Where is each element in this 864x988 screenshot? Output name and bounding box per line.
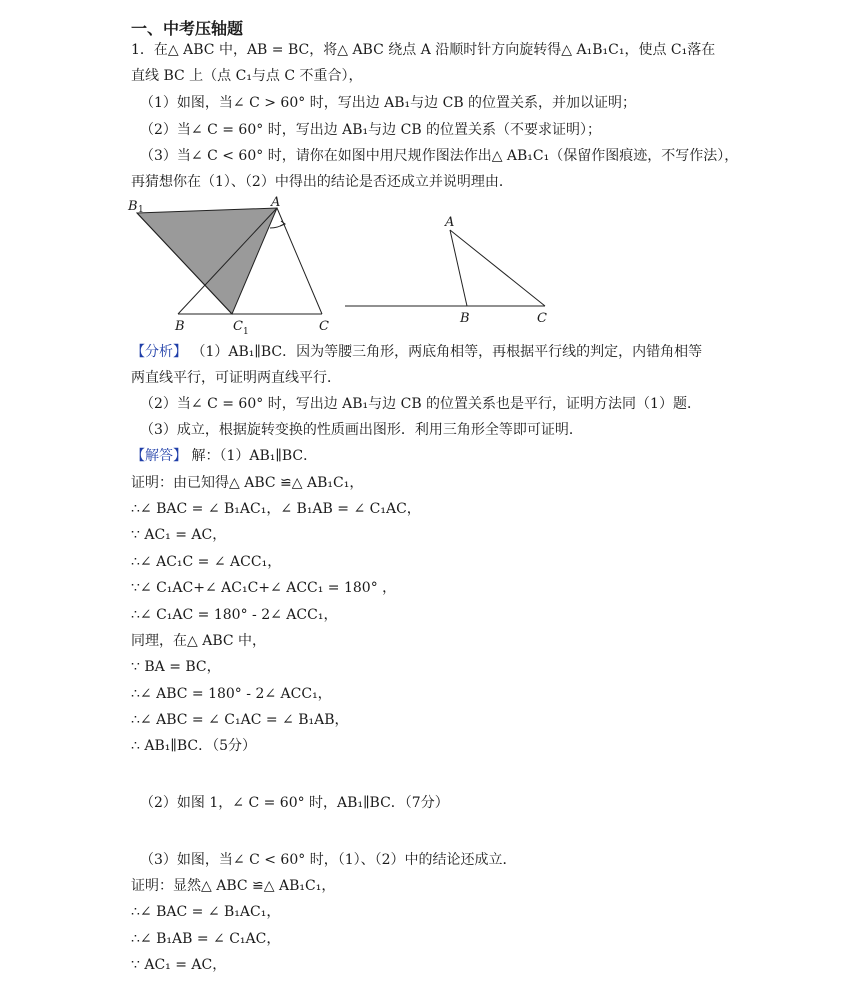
figure-rotation-left [126, 194, 336, 340]
analysis-tag: 【分析】 [131, 344, 187, 360]
solution-part3-line-4: ∵ AC₁ = AC， [131, 957, 227, 973]
solution-part-3: （3）如图，当∠ C < 60° 时，（1）、（2）中的结论还成立． [140, 852, 517, 868]
label-a-right: A [445, 215, 455, 230]
problem-question-3: （3）当∠ C < 60° 时，请你在如图中用尺规作图法作出△ AB₁C₁（保留作图痕迹，不写作法）， [140, 148, 739, 164]
solution-line-10: ∴∠ ABC = ∠ C₁AC = ∠ B₁AB， [131, 712, 349, 728]
solution-line-4: ∴∠ AC₁C = ∠ ACC₁， [131, 554, 282, 570]
label-c1-sub: 1 [243, 327, 249, 337]
solution-tag: 【解答】 [131, 448, 187, 464]
solution-line-6: ∴∠ C₁AC = 180° - 2∠ ACC₁， [131, 607, 338, 623]
solution-line-5: ∵∠ C₁AC+∠ AC₁C+∠ ACC₁ = 180° ， [131, 580, 397, 596]
problem-question-3-continued: 再猜想你在（1）、（2）中得出的结论是否还成立并说明理由． [131, 174, 513, 190]
solution-part-2: （2）如图 1，∠ C = 60° 时，AB₁∥BC．（7分） [140, 795, 449, 811]
problem-question-1: （1）如图，当∠ C > 60° 时，写出边 AB₁与边 CB 的位置关系，并加以证明； [140, 95, 637, 111]
label-b1: B [128, 199, 138, 214]
solution-header [131, 446, 317, 466]
label-b1-sub: 1 [138, 205, 144, 215]
problem-line-2: 直线 BC 上（点 C₁与点 C 不重合）， [131, 68, 363, 84]
label-a-left: A [271, 195, 281, 210]
figure-triangle-right [340, 210, 560, 330]
solution-line-2: ∴∠ BAC = ∠ B₁AC₁，∠ B₁AB = ∠ C₁AC， [131, 501, 421, 517]
label-c-left: C [319, 319, 329, 334]
section-title: 一、中考压轴题 [131, 19, 244, 38]
solution-line-1: 证明：由已知得△ ABC ≌△ AB₁C₁， [131, 475, 364, 491]
analysis-line-3: （2）当∠ C = 60° 时，写出边 AB₁与边 CB 的位置关系也是平行，证明方法同（1）题． [140, 396, 701, 412]
rotation-arc [270, 224, 284, 228]
solution-part3-line-3: ∴∠ B₁AB = ∠ C₁AC， [131, 931, 281, 947]
analysis-text-1: （1）AB₁∥BC．因为等腰三角形，两底角相等，再根据平行线的判定，内错角相等 [191, 344, 703, 360]
problem-line-1: 1．在△ ABC 中，AB = BC，将△ ABC 绕点 A 沿顺时针方向旋转得△ A₁B₁C₁，使点 C₁落在 [131, 42, 716, 58]
solution-line-7: 同理，在△ ABC 中， [131, 633, 267, 649]
solution-first: 解：（1）AB₁∥BC． [191, 448, 318, 464]
shaded-triangle-ab1c1 [137, 208, 277, 314]
solution-part3-line-1: 证明：显然△ ABC ≌△ AB₁C₁， [131, 878, 336, 894]
solution-line-8: ∵ BA = BC， [131, 659, 221, 675]
label-c1: C [233, 319, 243, 334]
solution-line-11: ∴ AB₁∥BC．（5分） [131, 738, 257, 754]
analysis-line-2: 两直线平行，可证明两直线平行． [131, 370, 341, 386]
label-b-right: B [460, 311, 470, 326]
solution-line-9: ∴∠ ABC = 180° - 2∠ ACC₁， [131, 686, 332, 702]
solution-line-3: ∵ AC₁ = AC， [131, 527, 227, 543]
label-b-left: B [175, 319, 185, 334]
problem-question-2: （2）当∠ C = 60° 时，写出边 AB₁与边 CB 的位置关系（不要求证明）； [140, 122, 602, 138]
analysis-line-4: （3）成立，根据旋转变换的性质画出图形．利用三角形全等即可证明． [140, 422, 583, 438]
label-c-right: C [537, 311, 547, 326]
solution-part3-line-2: ∴∠ BAC = ∠ B₁AC₁， [131, 904, 281, 920]
analysis-line-1 [131, 342, 702, 362]
